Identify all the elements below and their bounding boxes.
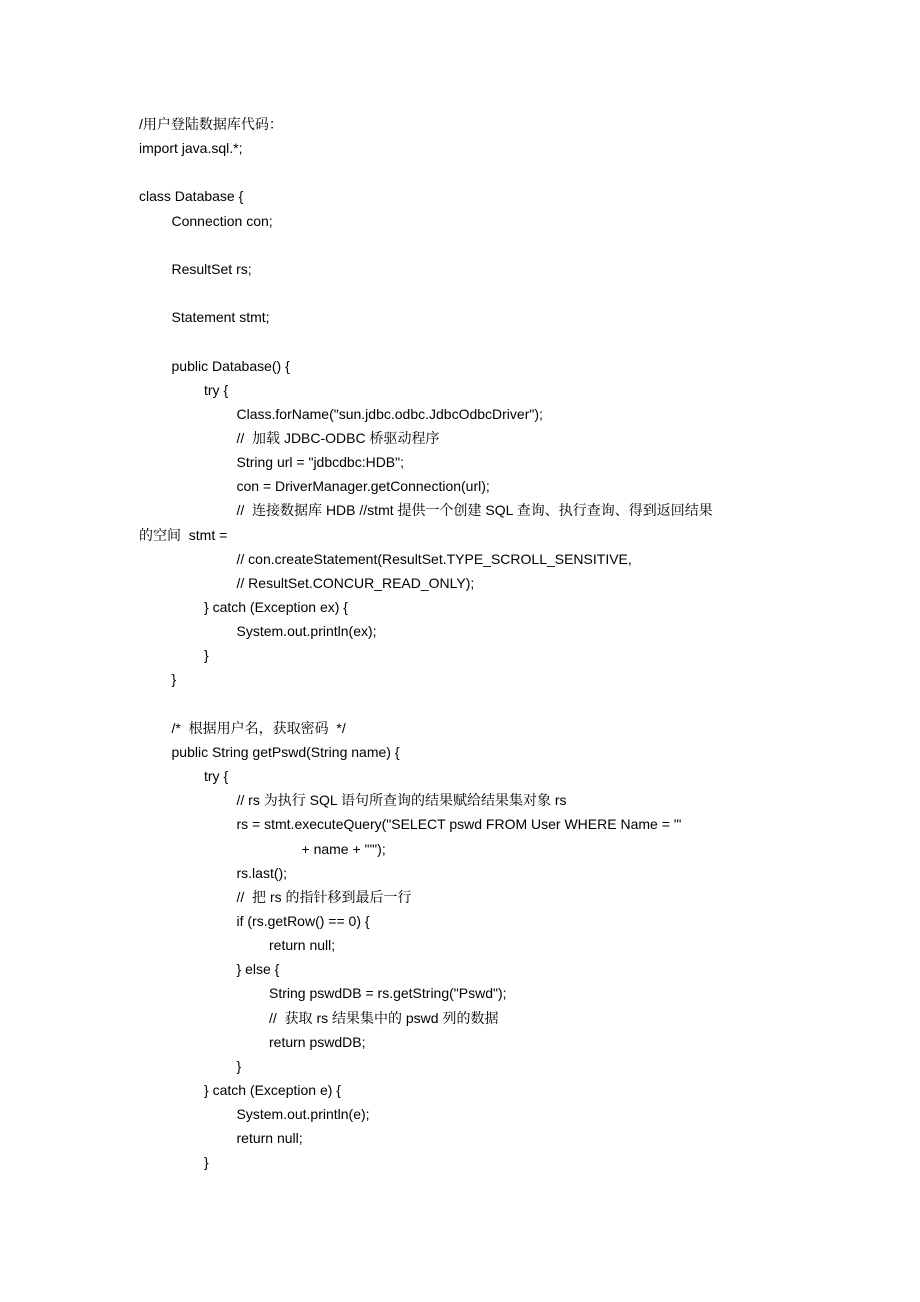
- code-line: + name + "'");: [301, 840, 386, 857]
- code-line: } catch (Exception ex) {: [204, 599, 348, 615]
- code-line: class Database {: [139, 188, 244, 205]
- code-line: String pswdDB = rs.getString("Pswd");: [269, 985, 507, 1002]
- code-line: }: [171, 671, 177, 688]
- code-line: Connection con;: [171, 212, 273, 229]
- code-line: } catch (Exception e) {: [204, 1082, 341, 1098]
- code-line: }: [204, 647, 209, 664]
- code-line: return null;: [269, 937, 336, 954]
- code-line: 的空间 stmt =: [139, 526, 228, 543]
- code-line: public String getPswd(String name) {: [171, 743, 400, 760]
- code-line: ResultSet rs;: [171, 260, 252, 277]
- code-line: }: [236, 1057, 242, 1074]
- code-line: Statement stmt;: [171, 309, 270, 326]
- code-line: try {: [204, 768, 229, 785]
- code-line: } else {: [236, 961, 280, 978]
- code-line: con = DriverManager.getConnection(url);: [236, 478, 490, 495]
- code-line: // 加载 JDBC-ODBC 桥驱动程序: [236, 429, 440, 446]
- code-line: /* 根据用户名，获取密码 */: [171, 719, 346, 736]
- code-line: String url = "jdbcdbc:HDB";: [236, 454, 405, 471]
- code-line: // 获取 rs 结果集中的 pswd 列的数据: [269, 1009, 499, 1026]
- code-line: if (rs.getRow() == 0) {: [236, 912, 370, 929]
- code-line: }: [204, 1154, 209, 1171]
- code-line: // 把 rs 的指针移到最后一行: [236, 888, 412, 905]
- code-line: /用户登陆数据库代码：: [139, 116, 283, 132]
- code-line: // ResultSet.CONCUR_READ_ONLY);: [236, 574, 475, 591]
- code-line: // con.createStatement(ResultSet.TYPE_SCROLL_SENSITIVE,: [236, 550, 632, 567]
- code-line: // 连接数据库 HDB //stmt 提供一个创建 SQL 查询、执行查询、得到返回结果: [236, 502, 713, 519]
- code-line: rs = stmt.executeQuery("SELECT pswd FROM User WHERE Name = '": [236, 816, 682, 833]
- code-line: public Database() {: [171, 357, 290, 374]
- code-line: import java.sql.*;: [139, 140, 243, 157]
- code-line: rs.last();: [236, 864, 288, 881]
- code-line: Class.forName("sun.jdbc.odbc.JdbcOdbcDriver");: [236, 405, 543, 422]
- code-line: return null;: [236, 1130, 303, 1147]
- code-line: System.out.println(ex);: [236, 623, 377, 640]
- code-line: return pswdDB;: [269, 1033, 366, 1050]
- code-line: // rs 为执行 SQL 语句所查询的结果赋给结果集对象 rs: [236, 792, 567, 809]
- code-line: try {: [204, 381, 229, 398]
- code-line: System.out.println(e);: [236, 1106, 370, 1123]
